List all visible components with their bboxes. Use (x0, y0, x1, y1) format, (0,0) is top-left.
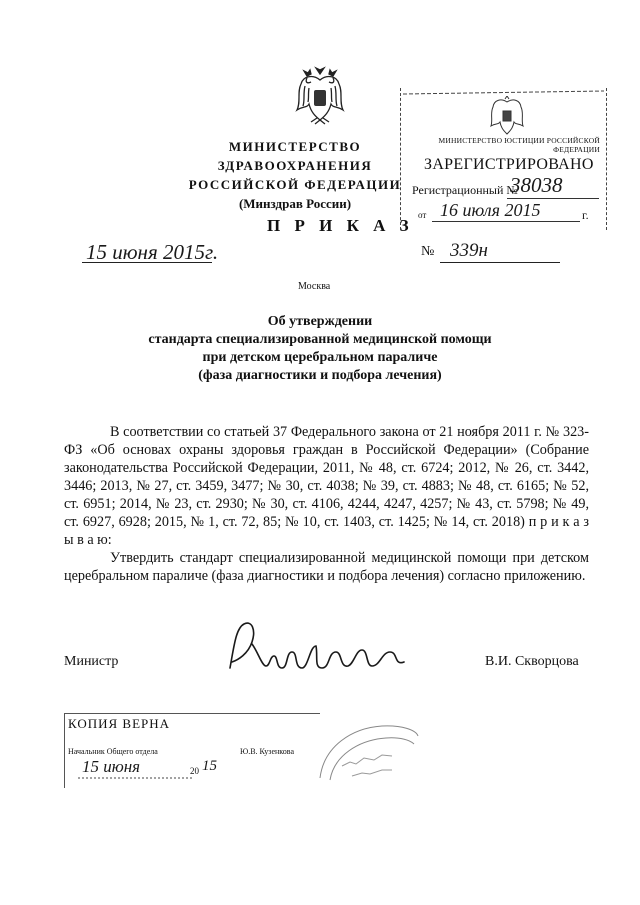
order-number-label: № (421, 244, 435, 259)
stamp-reg-underline (507, 198, 599, 199)
copy-date-underline (78, 776, 193, 780)
stamp-reg-label: Регистрационный № (412, 183, 518, 197)
body-paragraph-decision: Утвердить стандарт специализированной медицинской помощи при детском церебральном параличе (фаза диагностики и подбора лечения) согласно приложению. (64, 550, 589, 584)
stamp-status: ЗАРЕГИСТРИРОВАНО (424, 156, 594, 173)
copy-stamp-year: 15 (202, 758, 217, 774)
stamp-emblem-icon (488, 96, 526, 138)
order-date-underline (82, 262, 212, 263)
document-type-heading: П Р И К А З (267, 216, 414, 235)
stamp-organization: МИНИСТЕРСТВО ЮСТИЦИИ РОССИЙСКОЙ ФЕДЕРАЦИИ (438, 136, 600, 154)
copy-stamp-name: Ю.В. Кузенкова (240, 747, 294, 756)
copy-stamp-year-prefix: 20 (190, 766, 199, 776)
stamp-date-suffix: г. (582, 208, 589, 222)
stamp-date-underline (432, 221, 580, 222)
title-line1: Об утверждении (267, 314, 373, 329)
ministry-header (150, 137, 440, 213)
body-paragraph-preamble: В соответствии со статьей 37 Федерального закона от 21 ноября 2011 г. № 323-ФЗ «Об основах охраны здоровья граждан в Российской Федерации» (Собрание законодательства Российской Федерации, 2011, № 48, ст. 6724; 2012, № 26, ст. 3442, 3446; 2013, № 27, ст. 3459, 3477; № 30, ст. 4038; № 39, ст. 4883; № 48, ст. 6165; № 52, ст. 6951; 2014, № 23, ст. 2930; № 30, ст. 4106, 4244, 4247, 4257; № 43, ст. 5798; № 49, ст. 6927, 6928; 2015, № 1, ст. 72, 85; № 10, ст. 1403, ст. 1425; № 14, ст. 2018) п р и к а з ы в а ю: (64, 424, 589, 548)
coat-of-arms-emblem (293, 66, 347, 128)
handwritten-signature (222, 616, 412, 676)
order-number-underline (440, 262, 560, 263)
copy-stamp-date: 15 июня (82, 757, 141, 776)
title-line4: (фаза диагностики и подбора лечения) (198, 368, 442, 383)
order-title (90, 313, 550, 385)
signatory-name: В.И. Скворцова (485, 654, 579, 669)
ministry-name-line2: РОССИЙСКОЙ ФЕДЕРАЦИИ (188, 177, 402, 192)
ministry-name-line1: МИНИСТЕРСТВО ЗДРАВООХРАНЕНИЯ (217, 139, 373, 173)
title-line3: при детском церебральном параличе (202, 350, 438, 365)
copy-stamp-position: Начальник Общего отдела (68, 747, 158, 756)
order-date: 15 июня 2015г. (86, 240, 219, 264)
stamp-date: 16 июля 2015 (440, 200, 541, 220)
stamp-date-prefix: от (418, 210, 427, 220)
order-city: Москва (298, 281, 331, 292)
copy-stamp-title: КОПИЯ ВЕРНА (68, 716, 171, 731)
title-line2: стандарта специализированной медицинской помощи (148, 332, 492, 347)
round-seal-icon (312, 716, 422, 786)
ministry-short-name: (Минздрав России) (238, 196, 352, 211)
signatory-position: Министр (64, 654, 119, 669)
stamp-reg-number: 38038 (510, 173, 563, 197)
order-number: 339н (450, 240, 488, 261)
order-body (64, 423, 589, 585)
